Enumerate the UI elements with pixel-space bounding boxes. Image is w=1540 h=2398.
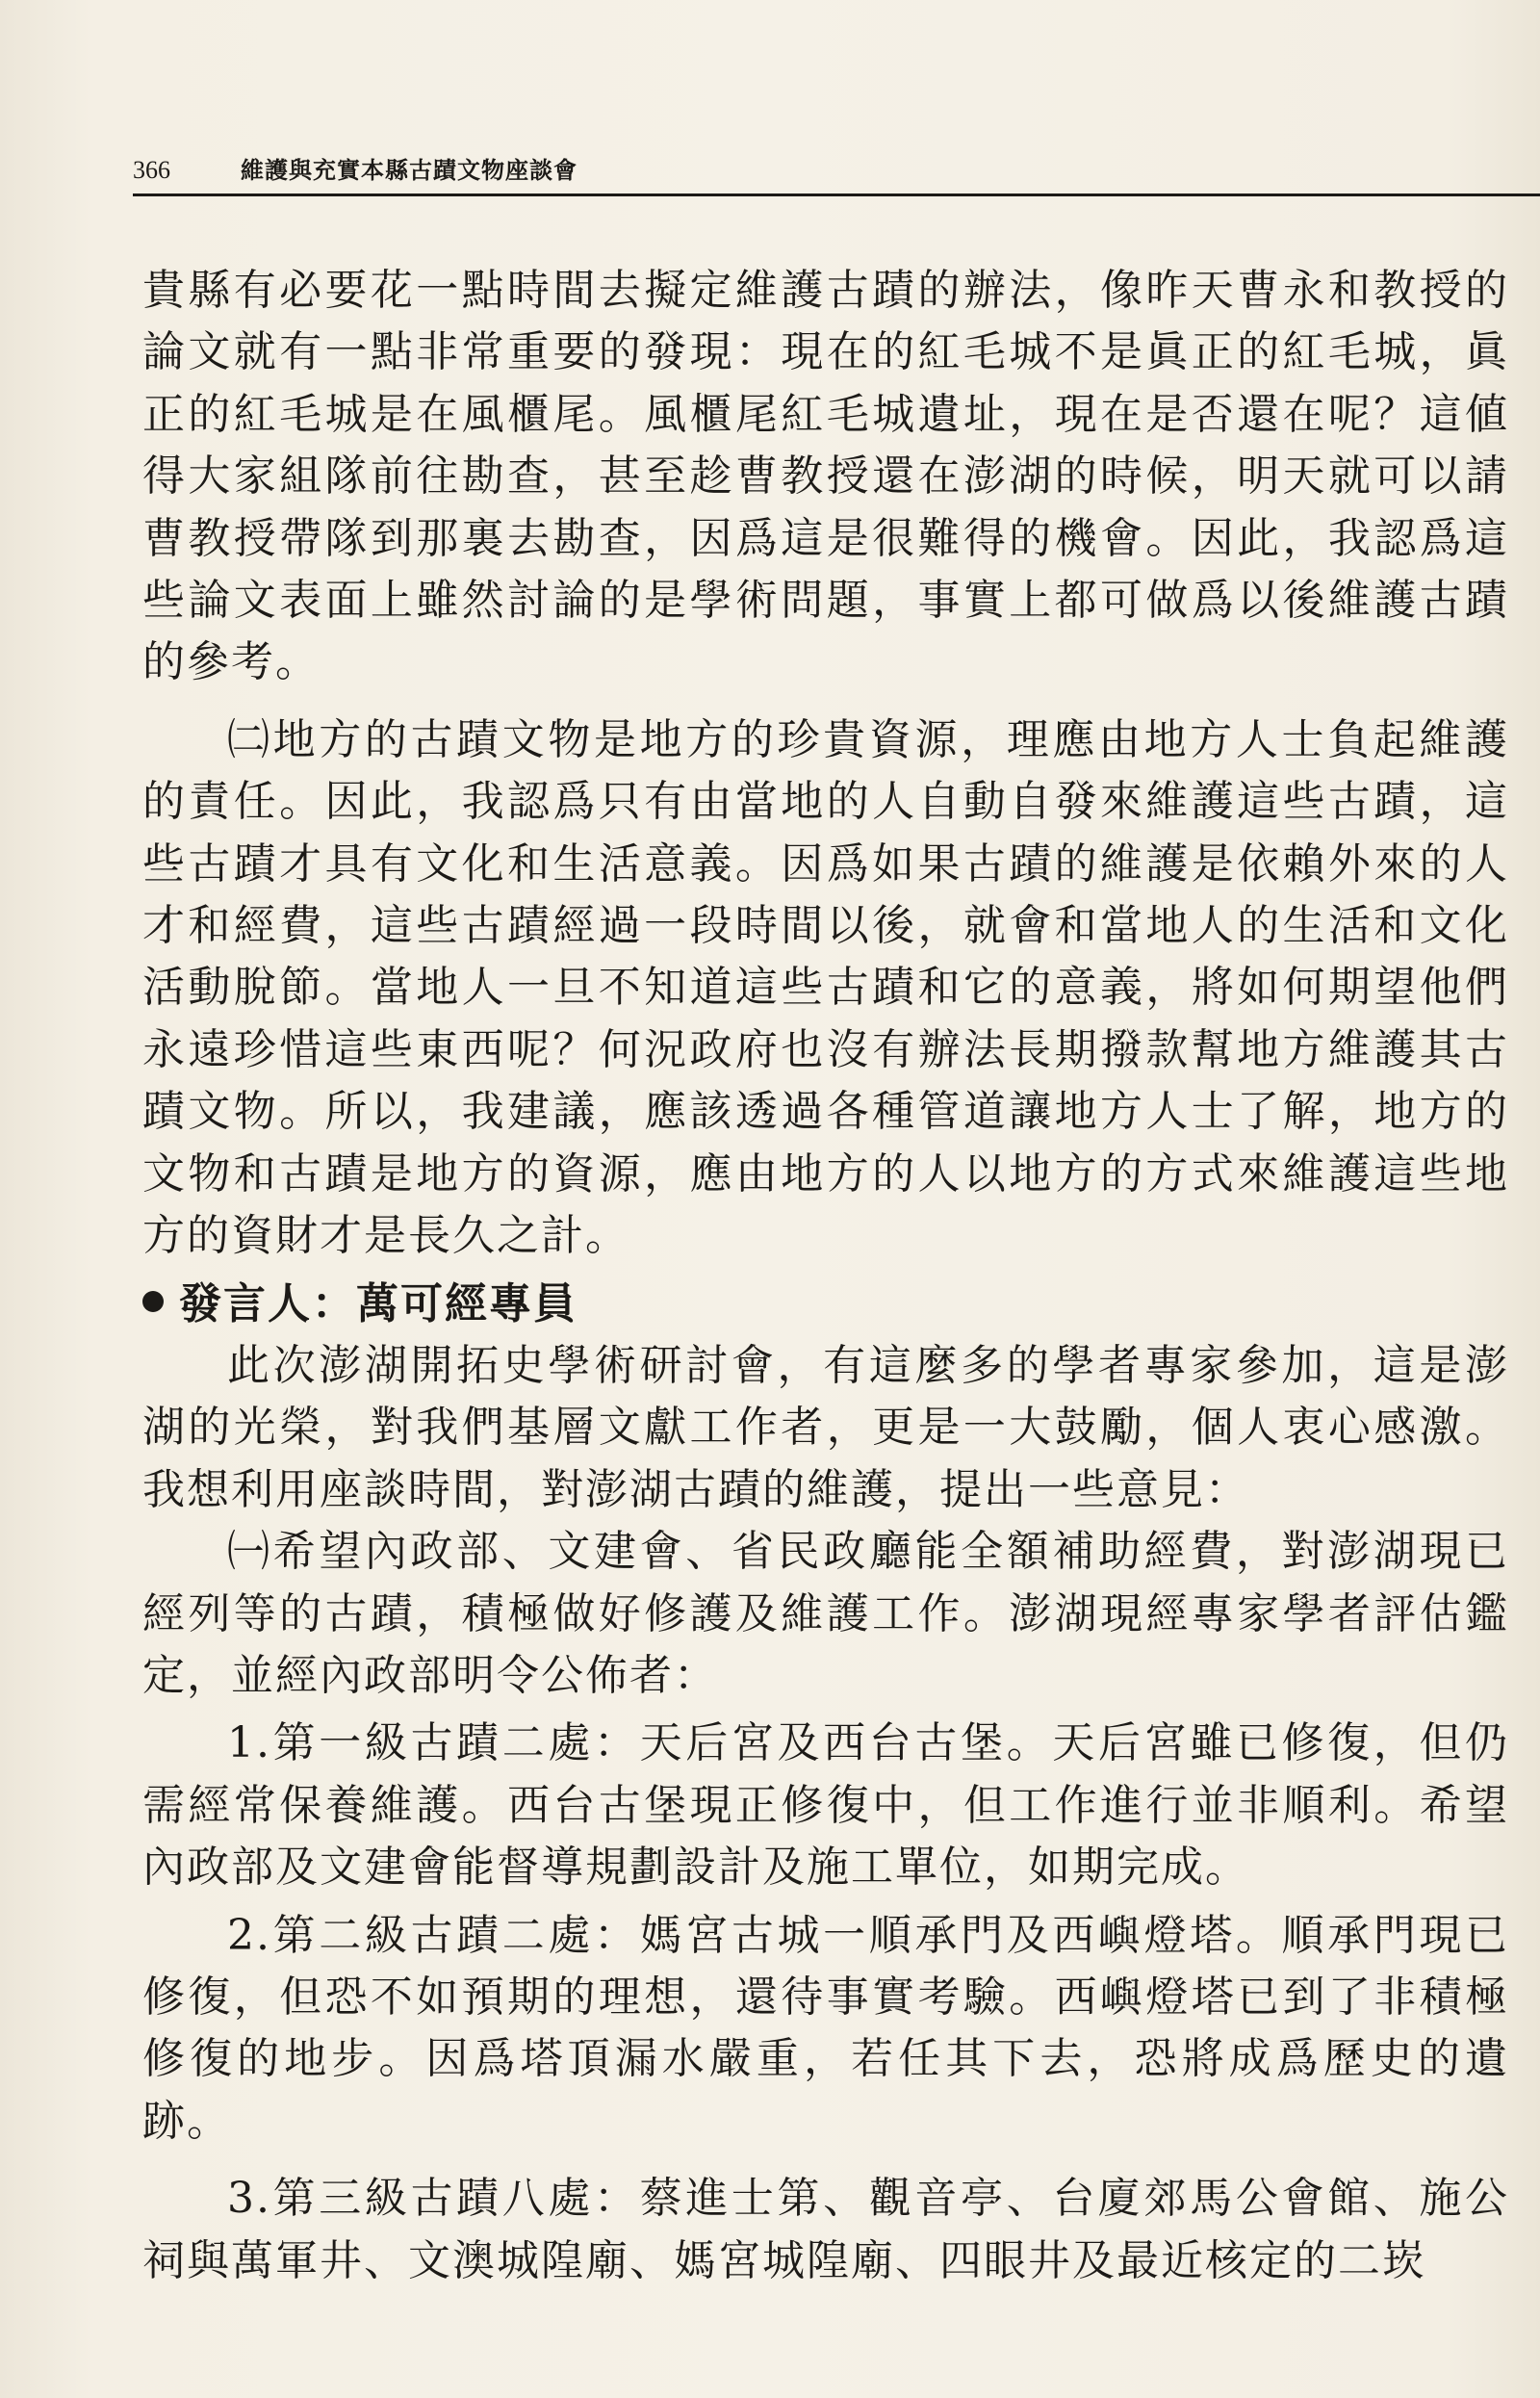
header-rule bbox=[133, 193, 1540, 196]
paragraph-item-2: 2.第二級古蹟二處：媽宮古城一順承門及西嶼燈塔。順承門現已修復，但恐不如預期的理想，還待事實考驗。西嶼燈塔已到了非積極修復的地步。因爲塔頂漏水嚴重，若任其下去，恐將成爲歷史的遺跡。 bbox=[142, 1910, 1509, 2146]
speaker-label: 發言人：萬可經專員 bbox=[179, 1278, 578, 1328]
page-header bbox=[133, 154, 1540, 193]
bullet-icon bbox=[142, 1291, 164, 1312]
running-title: 維護與充實本縣古蹟文物座談會 bbox=[241, 156, 578, 184]
page-number: 366 bbox=[133, 156, 170, 184]
body-text bbox=[142, 260, 1509, 2292]
paragraph-continued: 貴縣有必要花一點時間去擬定維護古蹟的辦法，像昨天曹永和教授的論文就有一點非常重要的發現：現在的紅毛城不是眞正的紅毛城，眞正的紅毛城是在風櫃尾。風櫃尾紅毛城遺址，現在是否還在呢？這値得大家組隊前往勘查，甚至趁曹教授還在澎湖的時候，明天就可以請曹教授帶隊到那裏去勘查，因爲這是很難得的機會。因此，我認爲這些論文表面上雖然討論的是學術問題，事實上都可做爲以後維護古蹟的參考。 bbox=[142, 266, 1509, 687]
speaker-heading bbox=[142, 1274, 1509, 1335]
paragraph-item-1: 1.第一級古蹟二處：天后宮及西台古堡。天后宮雖已修復，但仍需經常保養維護。西台古堡現正修復中，但工作進行並非順利。希望內政部及文建會能督導規劃設計及施工單位，如期完成。 bbox=[142, 1718, 1509, 1893]
paragraph-point-1: ㈠希望內政部、文建會、省民政廳能全額補助經費，對澎湖現已經列等的古蹟，積極做好修護及維護工作。澎湖現經專家學者評估鑑定，並經內政部明令公佈者： bbox=[142, 1527, 1509, 1700]
paragraph-item-3: 3.第三級古蹟八處：蔡進士第、觀音亭、台廈郊馬公會館、施公祠與萬軍井、文澳城隍廟、媽宮城隍廟、四眼井及最近核定的二崁 bbox=[142, 2174, 1509, 2285]
paragraph-point-2: ㈡地方的古蹟文物是地方的珍貴資源，理應由地方人士負起維護的責任。因此，我認爲只有由當地的人自動自發來維護這些古蹟，這些古蹟才具有文化和生活意義。因爲如果古蹟的維護是依賴外來的人才和經費，這些古蹟經過一段時間以後，就會和當地人的生活和文化活動脫節。當地人一旦不知道這些古蹟和它的意義，將如何期望他們永遠珍惜這些東西呢？何況政府也沒有辦法長期撥款幫地方維護其古蹟文物。所以，我建議，應該透過各種管道讓地方人士了解，地方的文物和古蹟是地方的資源，應由地方的人以地方的方式來維護這些地方的資財才是長久之計。 bbox=[142, 714, 1509, 1261]
paragraph-intro: 此次澎湖開拓史學術研討會，有這麼多的學者專家參加，這是澎湖的光榮，對我們基層文獻工作者，更是一大鼓勵，個人衷心感激。我想利用座談時間，對澎湖古蹟的維護，提出一些意見： bbox=[142, 1340, 1509, 1514]
